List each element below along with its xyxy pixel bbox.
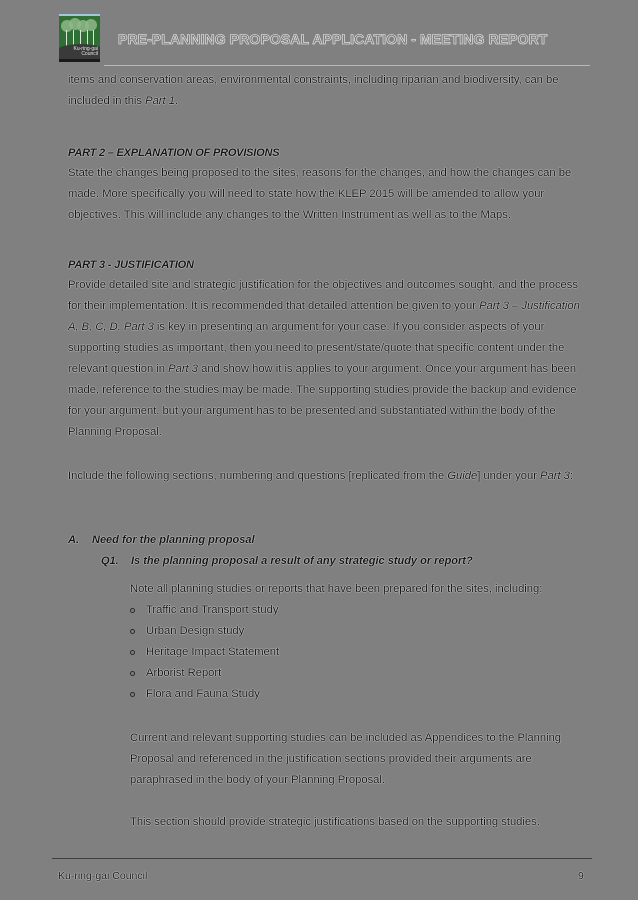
circle-bullet-icon <box>130 671 135 676</box>
intro-paragraph: items and conservation areas, environmental constraints, including riparian and biodiversity, can be included in this Part 1. <box>68 74 559 107</box>
footer-organisation: Ku-ring-gai Council <box>58 870 148 882</box>
header-divider <box>104 65 590 66</box>
list-item: Heritage Impact Statement <box>130 642 279 663</box>
studies-list <box>130 600 279 705</box>
page-number: 9 <box>578 870 584 882</box>
circle-bullet-icon <box>130 650 135 655</box>
circle-bullet-icon <box>130 692 135 697</box>
list-item: Urban Design study <box>130 621 279 642</box>
footer-divider <box>52 858 592 859</box>
appendices-paragraph: Current and relevant supporting studies can be included as Appendices to the Planning Proposal and referenced in the justification sections provided their arguments are paraphrased in the body of your Planning Proposal. <box>130 732 562 786</box>
circle-bullet-icon <box>130 629 135 634</box>
logo-text: Ku-ring-gai Council <box>73 46 98 57</box>
circle-bullet-icon <box>130 608 135 613</box>
part2-body: State the changes being proposed to the sites, reasons for the changes, and how the changes can be made. More specifically you will need to state how the KLEP 2015 will be amended to allow your objectives. This will include any changes to the Written Instrument as well as to the Maps. <box>68 167 572 221</box>
list-item: Flora and Fauna Study <box>130 684 279 705</box>
document-title: PRE-PLANNING PROPOSAL APPLICATION - MEETING REPORT <box>118 31 548 47</box>
list-item: Traffic and Transport study <box>130 600 279 621</box>
question-q1: Q1. Is the planning proposal a result of any strategic study or report? <box>101 555 473 567</box>
closing-paragraph: This section should provide strategic justifications based on the supporting studies. <box>130 816 540 828</box>
section-a-heading: A. Need for the planning proposal <box>68 534 255 546</box>
studies-note: Note all planning studies or reports that have been prepared for the sites, including: <box>130 583 543 595</box>
list-item: Arborist Report <box>130 663 279 684</box>
part2-heading: PART 2 – EXPLANATION OF PROVISIONS <box>68 147 280 159</box>
page-header <box>0 0 638 70</box>
part3-heading: PART 3 - JUSTIFICATION <box>68 259 194 271</box>
part3-body: Provide detailed site and strategic justification for the objectives and outcomes sought, and the process for their implementation. It is recommended that detailed attention be given to your Part 3 – Justification A, B, C, D. Part 3 is key in presenting an argument for your case. If you consider aspects of your supporting studies as important, then you need to present/state/quote that specific content under the relevant question in Part 3 and show how it is applies to your argument. Once your argument has been made, reference to the studies may be made. The supporting studies provide the backup and evidence for your argument, but your argument has to be presented and substantiated within the body of the Planning Proposal. <box>68 279 580 438</box>
council-logo <box>59 14 100 62</box>
include-sections-paragraph: Include the following sections, numbering and questions [replicated from the Guide] under your Part 3: <box>68 470 573 482</box>
